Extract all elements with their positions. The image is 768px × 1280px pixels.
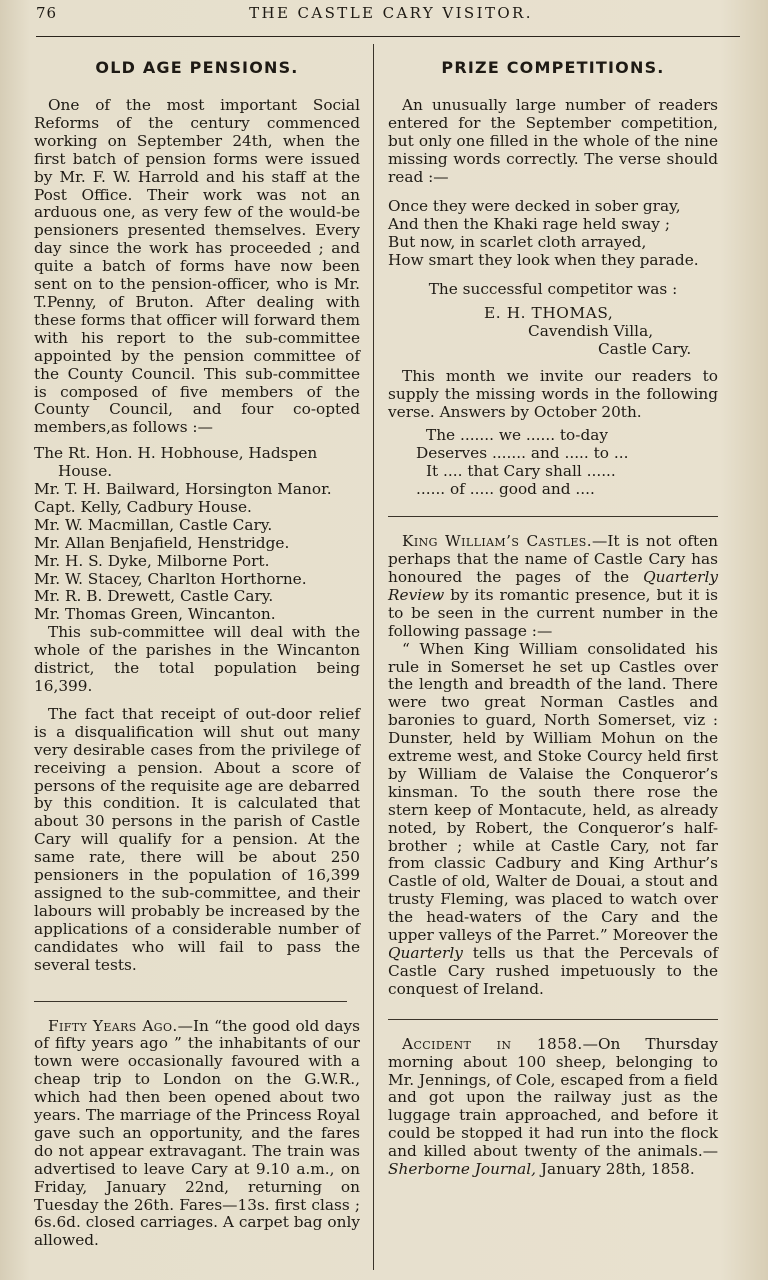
quarterly-review-title: Quarterly Review	[388, 567, 718, 604]
verse-line	[388, 215, 718, 233]
member-item: Mr. W. Macmillan, Castle Cary.	[34, 515, 273, 534]
column-divider	[373, 44, 374, 1270]
answer-verse	[388, 197, 718, 269]
verse-line-1: Once they were decked in sober gray,	[388, 196, 681, 215]
header-rule	[36, 36, 740, 37]
member-item: Mr. R. B. Drewett, Castle Cary.	[34, 587, 274, 606]
member-item: Mr. H. S. Dyke, Milborne Port.	[34, 551, 270, 570]
quarterly-title: Quarterly	[388, 944, 463, 962]
pensions-paragraph-2: This sub-committee will deal with the whole of the parishes in the Wincanton district, the total population being 16,399.	[34, 623, 360, 695]
member-item: The Rt. Hon. H. Hobhouse, Hadspen House.	[34, 444, 318, 481]
castles-quote-a: “ When King William consolidated his rule in Somerset he set up Castles over the length and breadth of the land. There were two great Norman Castles and baronies to guard, North Somerset, viz : Dunster, held by William Mohun on the extreme west, and Stoke Courcy held first by William de Valaise the Conqueror’s kinsman. To the south there rose the stern keep of Montacute, held, as already noted, by Robert, the Conqueror’s half-brother ; while at Castle Cary, not far from classic Cadbury and King Arthur’s Castle of old, Walter de Douai, a stout and trusty Fleming, was placed to watch over the head-waters of the Cary and the upper valleys of the Parret.” Moreover the	[388, 639, 718, 945]
member-item: Capt. Kelly, Cadbury House.	[34, 497, 252, 516]
verse-line	[388, 251, 718, 269]
member-item: Mr. Thomas Green, Wincanton.	[34, 605, 276, 624]
winner-name: E. H. THOMAS,	[484, 304, 614, 323]
pensions-paragraph-1: One of the most important Social Reforms of the century commenced working on September 24th, when the first batch of pension forms were issued by Mr. F. W. Harrold and his staff at the Post Office. Their work was not an arduous one, as very few of the would-be pensioners presented themselves. Every day since the work has proceeded ; and quite a batch of forms have now been sent on to the pension-officer, who is Mr. T.Penny, of Bruton. After dealing with these forms that officer will forward them with his report to the sub-committee appointed by the pension committee of the County Council. This sub-committee is composed of five members of the County Council, and four co-opted members,as follows :—	[34, 96, 360, 437]
castles-quote	[388, 641, 718, 999]
member-item: Mr. T. H. Bailward, Horsington Manor.	[34, 480, 332, 499]
verse-line-3: But now, in scarlet cloth arrayed,	[388, 232, 647, 251]
section-rule	[388, 516, 718, 517]
castles-heading: King William’s Castles.	[402, 532, 593, 551]
pensions-paragraph-3: The fact that receipt of out-door relief is a disqualification will shut out many very desirable cases from the privilege of receiving a pension. About a score of persons of the requisite age are debarred by this condition. It is calculated that about 30 persons in the parish of Castle Cary will qualify for a pension. At the same rate, there will be about 250 pensioners in the population of 16,399 assigned to the sub-committee, and their labours will probably be increased by the applications of a considerable number of candidates who will fail to pass the several tests.	[34, 704, 360, 974]
accident-body: —On Thursday morning about 100 sheep, belonging to Mr. Jennings, of Cole, escaped from a field and got upon the railway just as the luggage train approached, and before it could be stopped it had run into the flock and killed about twenty of the animals.—	[388, 1034, 718, 1161]
castles-intro-a: —It is not often perhaps that the name of Castle Cary has honoured the pages of the	[388, 532, 718, 586]
fifty-years-heading: Fifty Years Ago.	[48, 1016, 178, 1035]
prize-paragraph-1: An unusually large number of readers entered for the September competition, but only one filled in the whole of the nine missing words correctly. The verse should read :—	[388, 96, 718, 186]
left-column	[34, 52, 360, 1250]
prize-paragraph-2: This month we invite our readers to supply the missing words in the following verse. Answers by October 20th.	[388, 367, 718, 422]
fifty-years-body: —In “the good old days of fifty years ago ” the inhabitants of our town were occasionally favoured with a cheap trip to London on the G.W.R., which had then been opened about two years. The marriage of the Princess Royal gave such an opportunity, and the fares do not appear extravagant. The train was advertised to leave Cary at 9.10 a.m., on Friday, January 22nd, returning on Tuesday the 26th. Fares—13s. first class ; 6s.6d. closed carriages. A carpet bag only allowed.	[34, 1016, 360, 1250]
verse-line-4: How smart they look when they parade.	[388, 250, 699, 269]
castles-quote-b: tells us that the Percevals of Castle Cary rushed impetuously to the conquest of Ireland.	[388, 944, 718, 998]
missing-words-verse	[416, 426, 718, 499]
right-column	[388, 52, 718, 1179]
winner-address-2: Castle Cary.	[598, 340, 692, 359]
blank-line-3: It .... that Cary shall ......	[426, 462, 616, 481]
winner-address-1: Cavendish Villa,	[528, 322, 654, 341]
winner-intro: The successful competitor was :	[428, 279, 678, 298]
accident-date: January 28th, 1858.	[536, 1160, 695, 1179]
member-item: Mr. W. Stacey, Charlton Horthorne.	[34, 569, 307, 588]
accident-heading: Accident in 1858.	[402, 1034, 583, 1053]
running-title: THE CASTLE CARY VISITOR.	[249, 4, 533, 22]
verse-line	[388, 197, 718, 215]
fifty-years-ago-paragraph	[34, 1018, 360, 1251]
accident-paragraph	[388, 1036, 718, 1179]
winner-block	[388, 304, 718, 358]
blank-line-1: The ....... we ...... to-day	[426, 426, 608, 445]
accident-source: Sherborne Journal,	[388, 1160, 537, 1179]
member-item: Mr. Allan Benjafield, Henstridge.	[34, 533, 290, 552]
section-rule	[388, 1019, 718, 1020]
committee-members-list	[34, 445, 360, 624]
prize-title: PRIZE COMPETITIONS.	[441, 58, 665, 77]
page-header	[36, 4, 746, 30]
section-rule	[34, 1001, 347, 1002]
page-number: 76	[36, 4, 58, 22]
castles-paragraph	[388, 533, 718, 640]
verse-line	[388, 233, 718, 251]
pensions-title: OLD AGE PENSIONS.	[95, 58, 299, 77]
blank-line-4: ...... of ..... good and ....	[416, 480, 595, 499]
castles-intro-b: by its romantic presence, but it is to be seen in the current number in the following passage :—	[388, 585, 718, 640]
blank-line-2: Deserves ....... and ..... to ...	[416, 444, 629, 463]
verse-line-2: And then the Khaki rage held sway ;	[388, 214, 670, 233]
